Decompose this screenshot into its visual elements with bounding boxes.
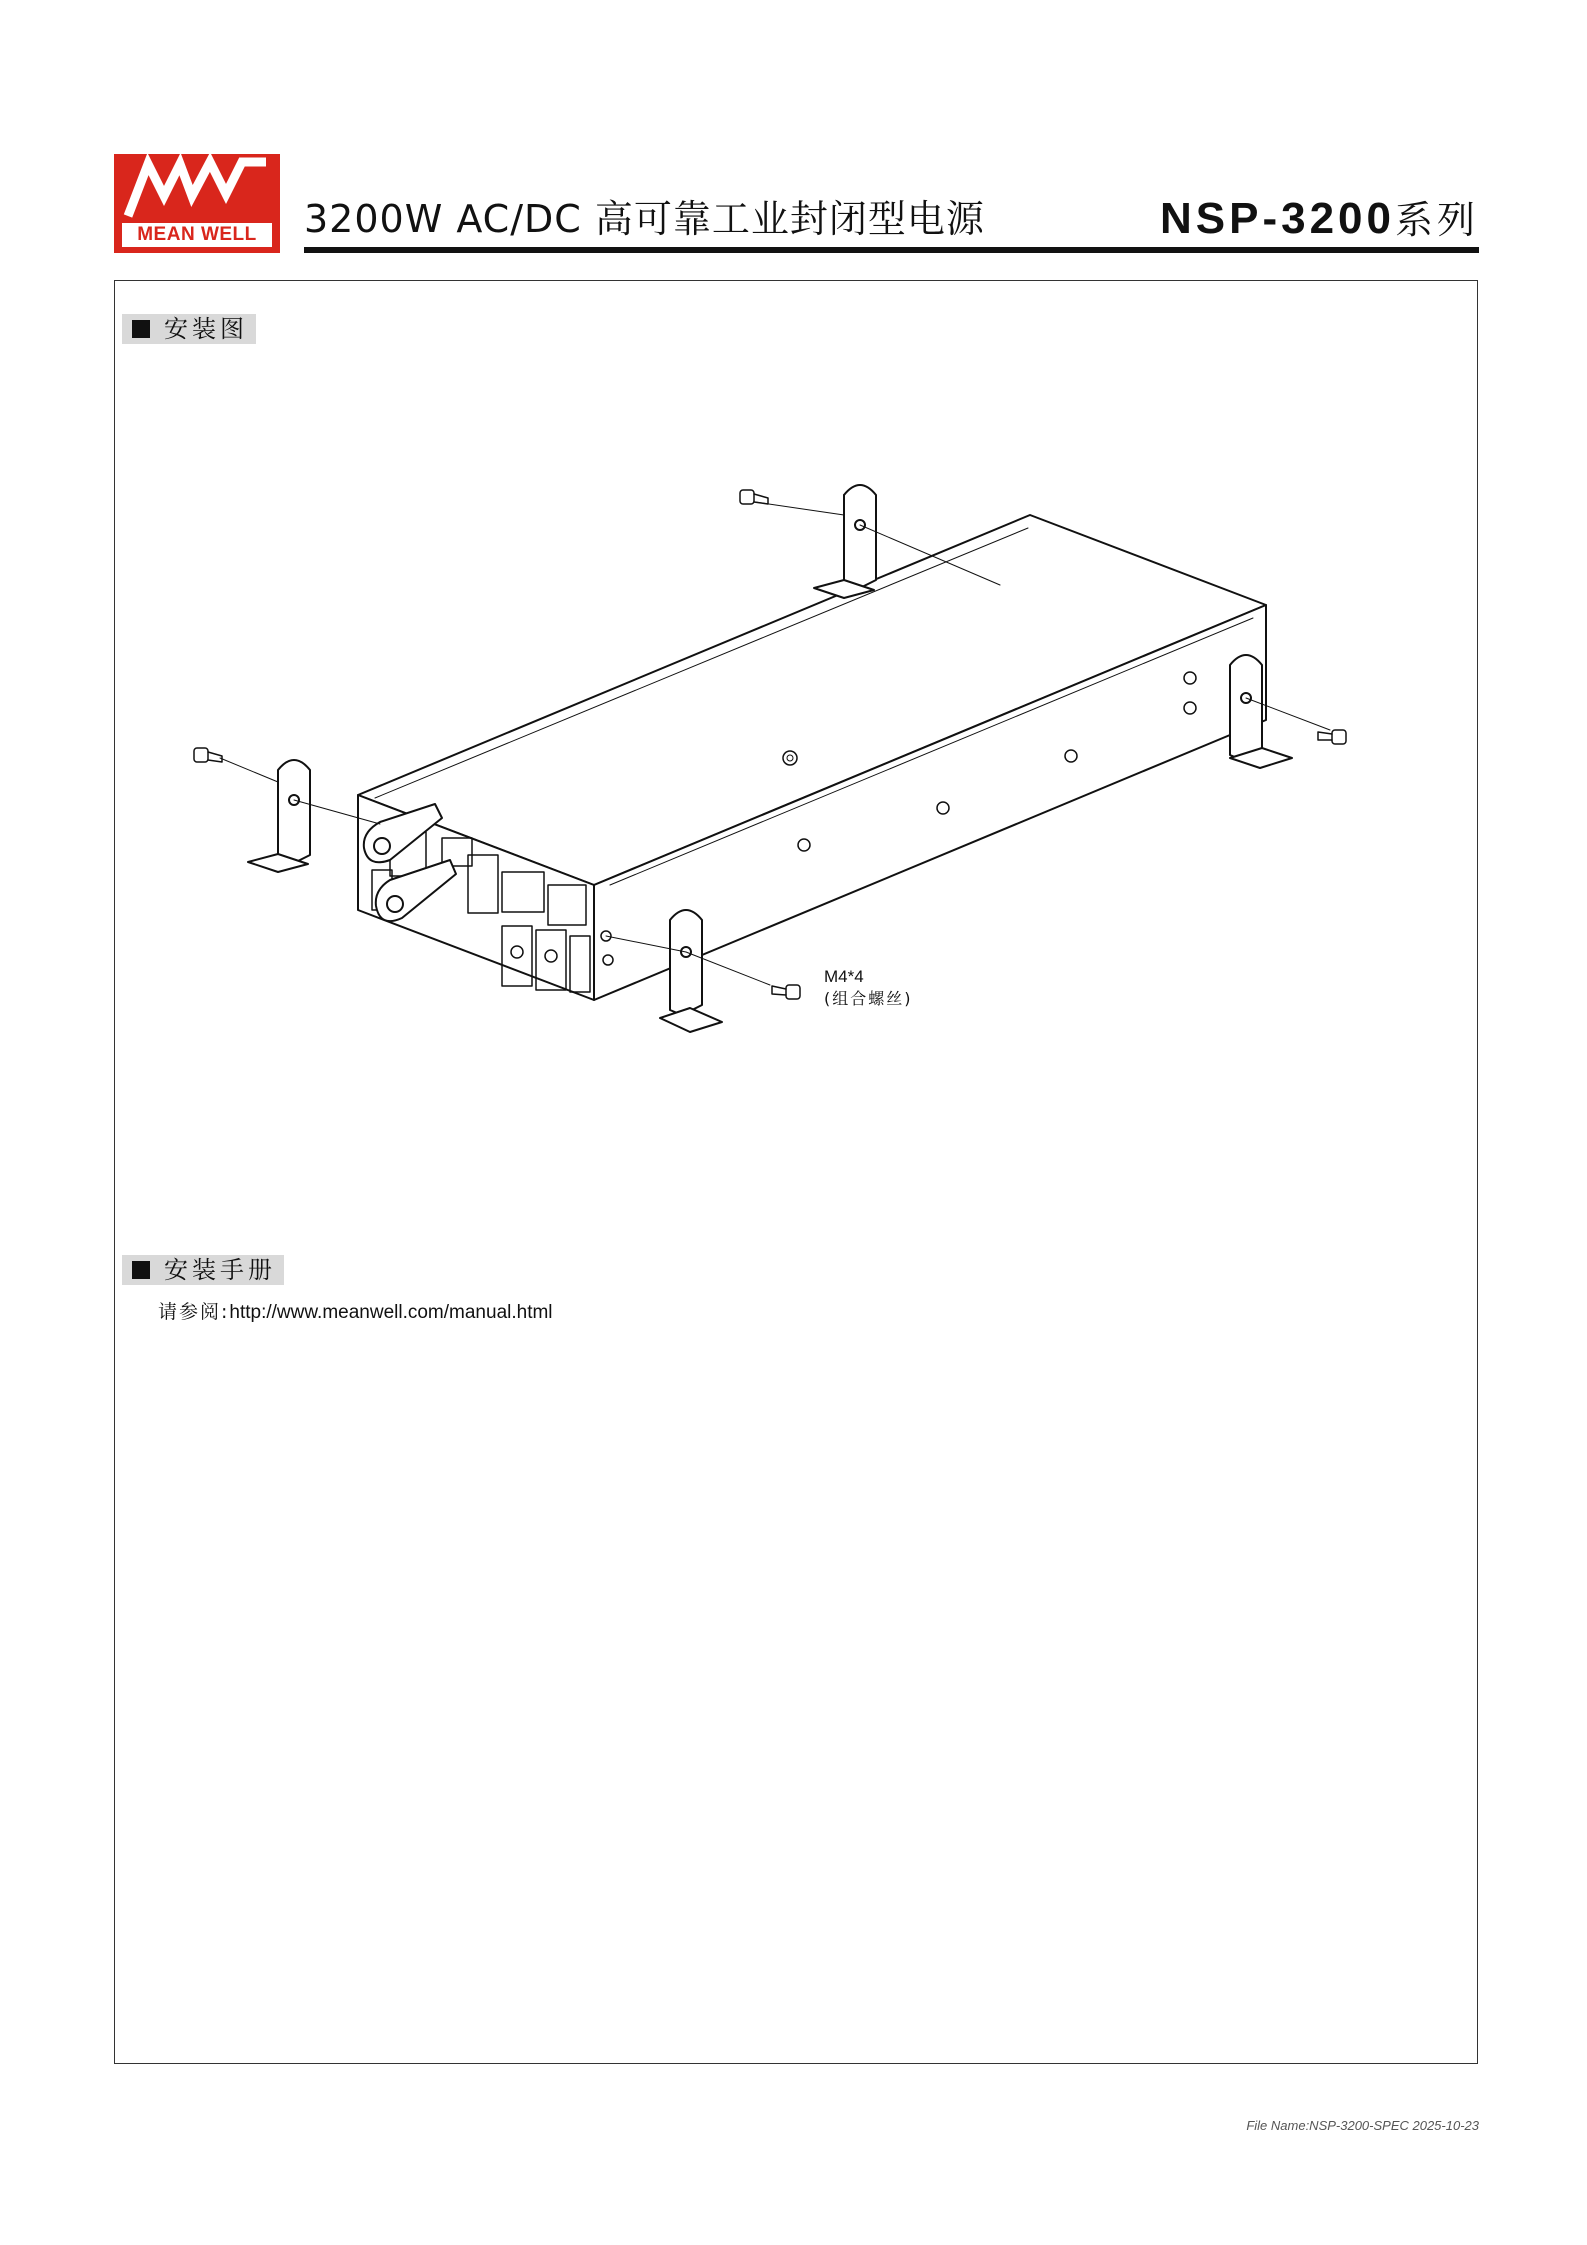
screw-icon (772, 985, 800, 999)
screw-icon (194, 748, 222, 762)
series-title (1160, 190, 1479, 248)
section-heading-installation-manual (122, 1255, 284, 1285)
installation-drawing (150, 440, 1350, 1080)
screw-type-note: (组合螺丝) (824, 989, 913, 1008)
mounting-bracket-right (1230, 655, 1330, 768)
screw-icon (1318, 730, 1346, 744)
square-bullet-icon (132, 1261, 150, 1279)
psu-chassis (358, 515, 1266, 1000)
section-heading-installation-diagram (122, 314, 256, 344)
logo-wordmark: MEAN WELL (122, 223, 272, 247)
mounting-bracket-left (220, 758, 380, 872)
manual-url-link[interactable]: http://www.meanwell.com/manual.html (229, 1302, 553, 1323)
mean-well-logo (114, 154, 280, 253)
screw-size-label: M4*4 (824, 967, 864, 986)
manual-ref-label: 请参阅: (158, 1301, 230, 1323)
section-heading-label: 安装图 (164, 315, 248, 343)
model-name: NSP-3200 (1159, 194, 1395, 243)
file-name-footer: File Name:NSP-3200-SPEC 2025-10-23 (1246, 2118, 1479, 2133)
screw-icon (740, 490, 768, 504)
page-title: 3200W AC/DC 高可靠工业封闭型电源 (304, 197, 985, 241)
header-rule (304, 247, 1479, 253)
series-suffix: 系列 (1394, 198, 1479, 242)
mw-logo-mark-icon (114, 154, 280, 224)
manual-reference (158, 1299, 553, 1326)
square-bullet-icon (132, 320, 150, 338)
section-heading-label: 安装手册 (164, 1256, 276, 1284)
screw-callout (824, 966, 913, 1010)
